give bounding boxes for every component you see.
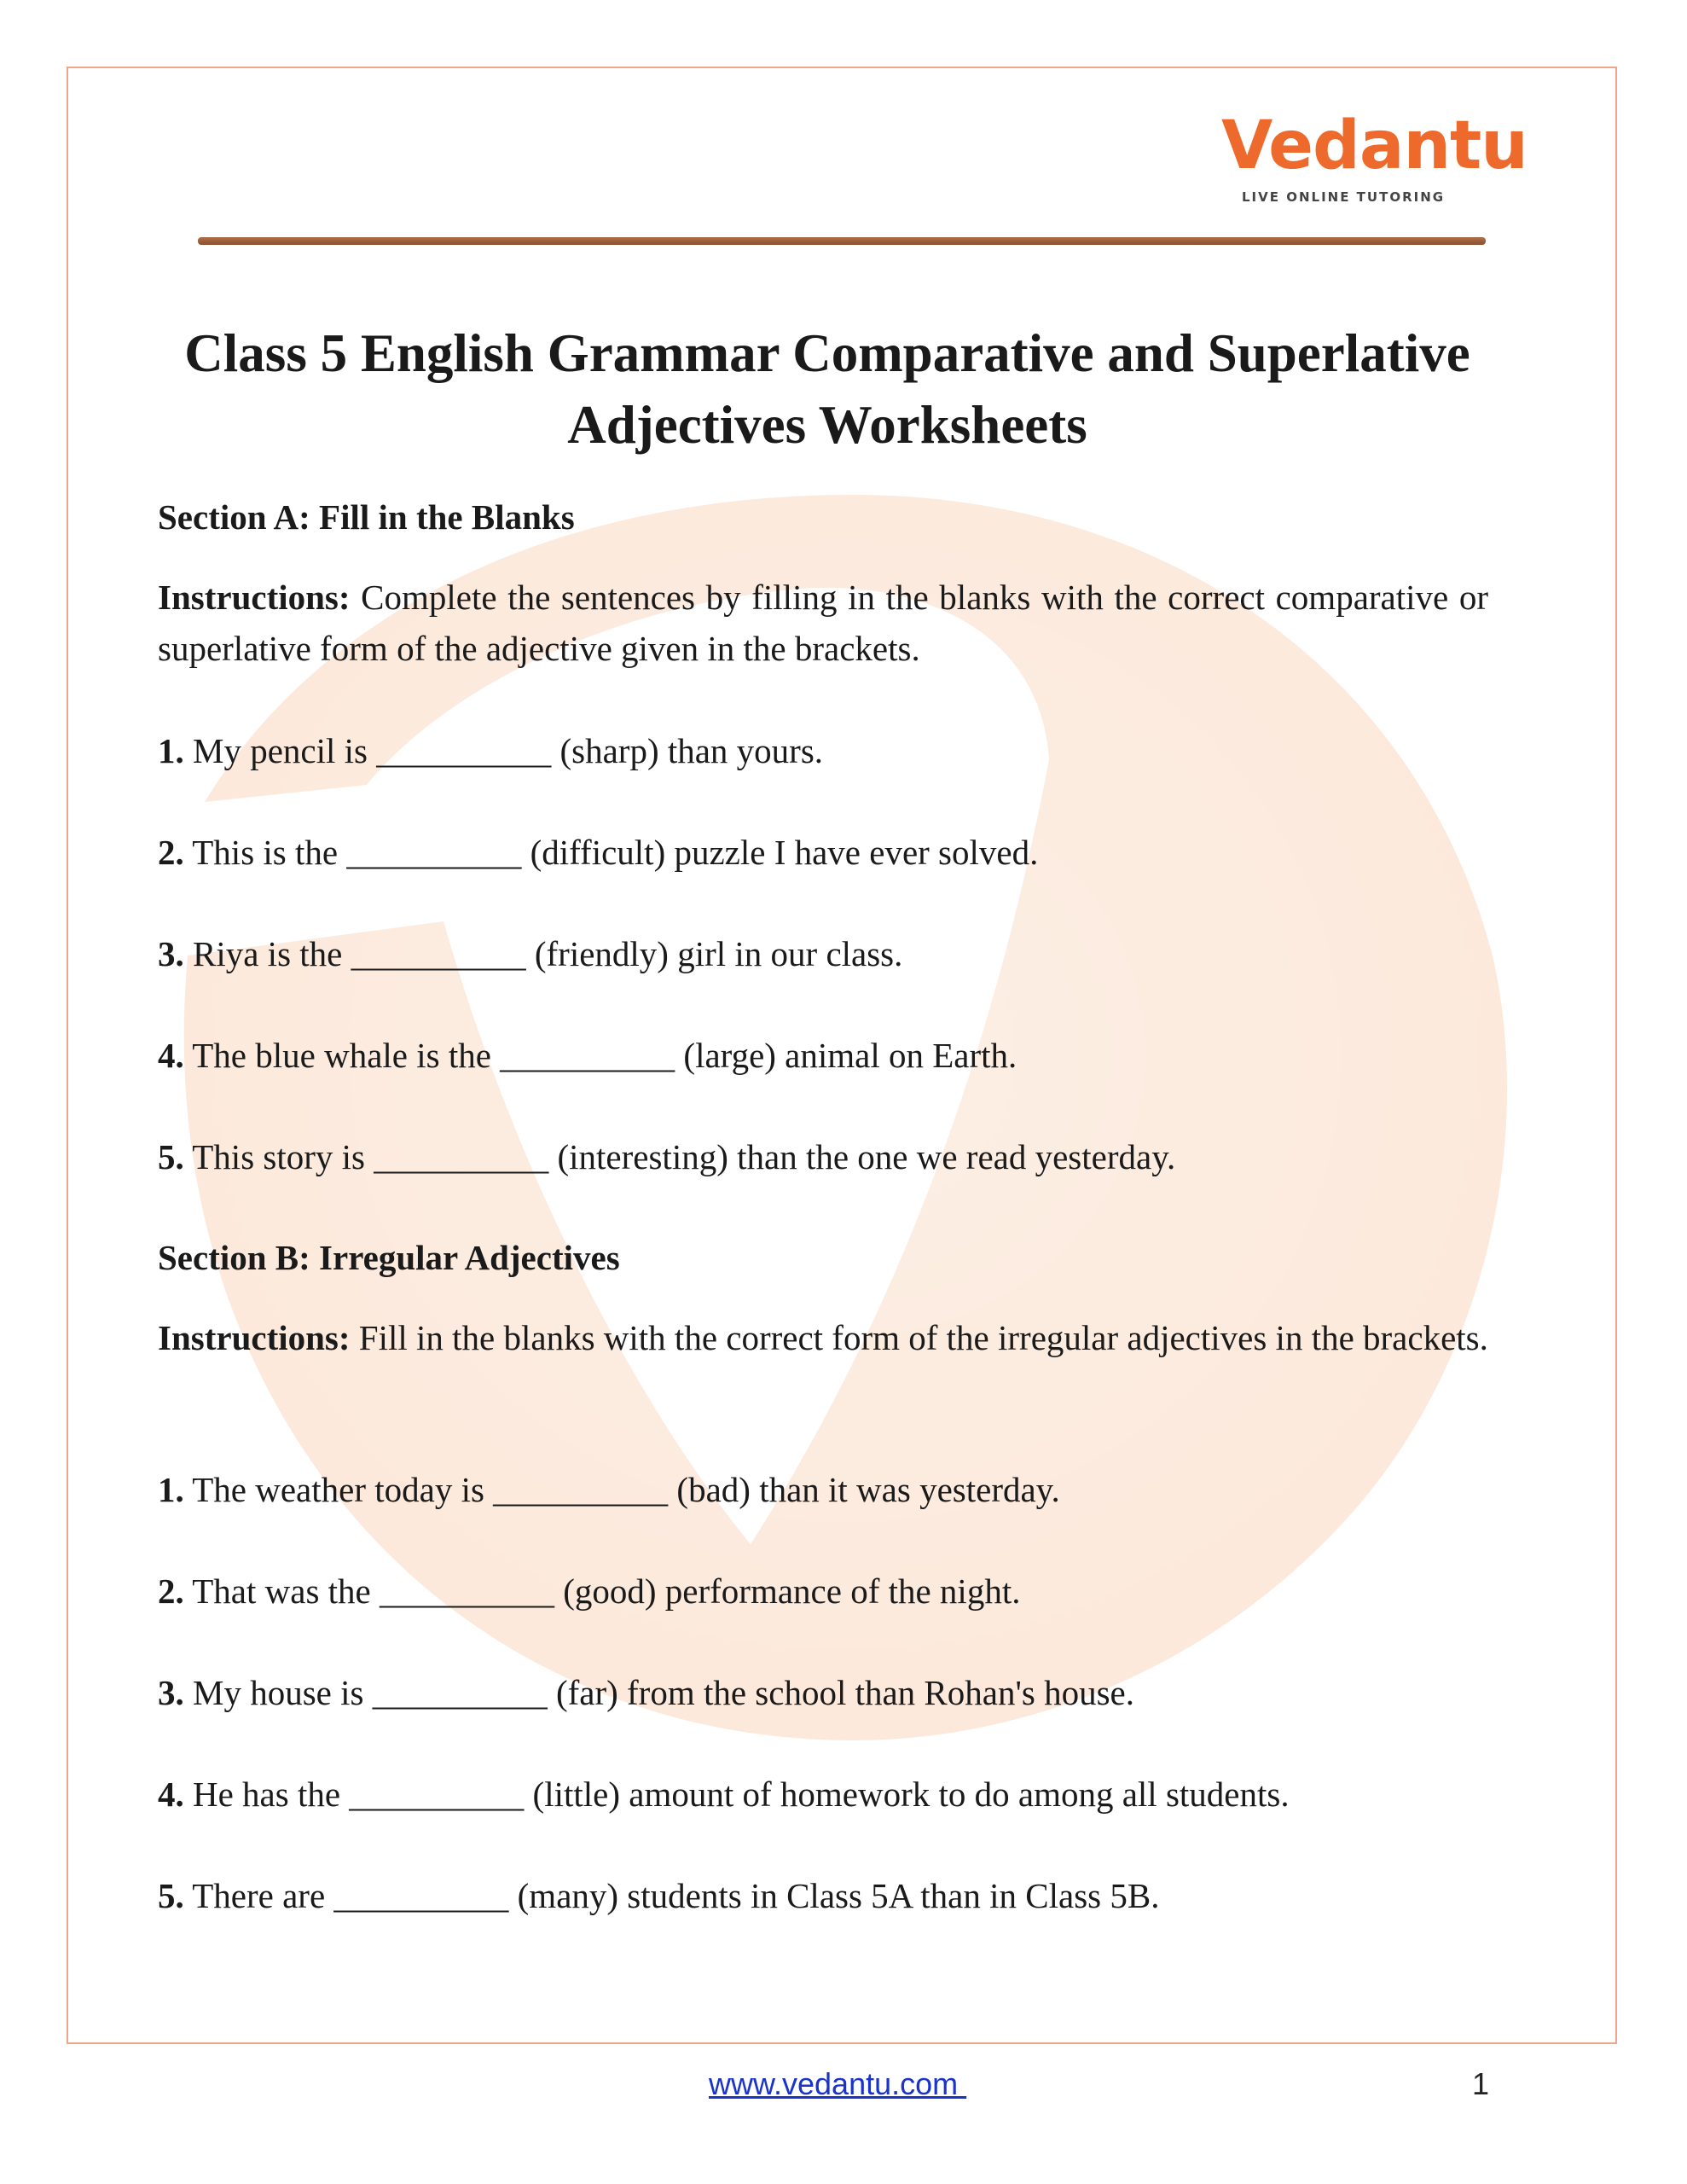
- question-b4: [158, 1774, 1290, 1815]
- question-number: 1.: [158, 731, 184, 770]
- question-a2: [158, 832, 1038, 873]
- question-number: 4.: [158, 1036, 184, 1075]
- section-b-heading: Section B: Irregular Adjectives: [158, 1238, 620, 1277]
- instructions-text: Complete the sentences by filling in the blanks with the correct comparative or superlative form of the adjective given in the brackets.: [158, 578, 1488, 668]
- question-text: The blue whale is the __________ (large) animal on Earth.: [183, 1036, 1017, 1075]
- question-number: 3.: [158, 1673, 184, 1712]
- question-a4: [158, 1035, 1017, 1076]
- question-a1: [158, 730, 823, 771]
- question-number: 3.: [158, 934, 184, 973]
- question-text: There are __________ (many) students in Class 5A than in Class 5B.: [183, 1876, 1160, 1915]
- question-number: 1.: [158, 1470, 184, 1509]
- question-text: This is the __________ (difficult) puzzle I have ever solved.: [183, 833, 1039, 872]
- section-a-instructions: [158, 572, 1488, 674]
- instructions-text: Fill in the blanks with the correct form of the irregular adjectives in the brackets.: [350, 1318, 1488, 1357]
- section-b-instructions: [158, 1312, 1488, 1363]
- question-b1: [158, 1469, 1060, 1510]
- question-text: That was the __________ (good) performance of the night.: [183, 1571, 1021, 1611]
- footer-website-link[interactable]: www.vedantu.com: [709, 2066, 967, 2101]
- question-number: 4.: [158, 1774, 184, 1814]
- logo-wordmark: Vedantu: [1221, 107, 1528, 184]
- vedantu-logo: [1221, 107, 1528, 215]
- page-title: Class 5 English Grammar Comparative and Superlative Adjectives Worksheets: [184, 323, 1470, 455]
- question-number: 5.: [158, 1876, 184, 1915]
- question-text: My house is __________ (far) from the school than Rohan's house.: [183, 1673, 1134, 1712]
- instructions-label: Instructions:: [158, 1318, 351, 1357]
- question-b2: [158, 1571, 1020, 1612]
- question-text: My pencil is __________ (sharp) than yours.: [183, 731, 824, 770]
- question-number: 5.: [158, 1137, 184, 1176]
- question-b5: [158, 1875, 1159, 1916]
- question-text: Riya is the __________ (friendly) girl in our class.: [183, 934, 903, 973]
- logo-tagline: LIVE ONLINE TUTORING: [1242, 189, 1446, 205]
- question-number: 2.: [158, 833, 184, 872]
- question-a3: [158, 933, 902, 974]
- question-text: He has the __________ (little) amount of homework to do among all students.: [183, 1774, 1290, 1814]
- question-number: 2.: [158, 1571, 184, 1611]
- section-a-heading: Section A: Fill in the Blanks: [158, 497, 575, 537]
- header-rule: [198, 237, 1486, 245]
- instructions-label: Instructions:: [158, 578, 351, 617]
- question-a5: [158, 1136, 1175, 1177]
- question-text: The weather today is __________ (bad) than it was yesterday.: [183, 1470, 1060, 1509]
- question-text: This story is __________ (interesting) than the one we read yesterday.: [183, 1137, 1176, 1176]
- page-number: 1: [1472, 2066, 1490, 2101]
- question-b3: [158, 1672, 1134, 1713]
